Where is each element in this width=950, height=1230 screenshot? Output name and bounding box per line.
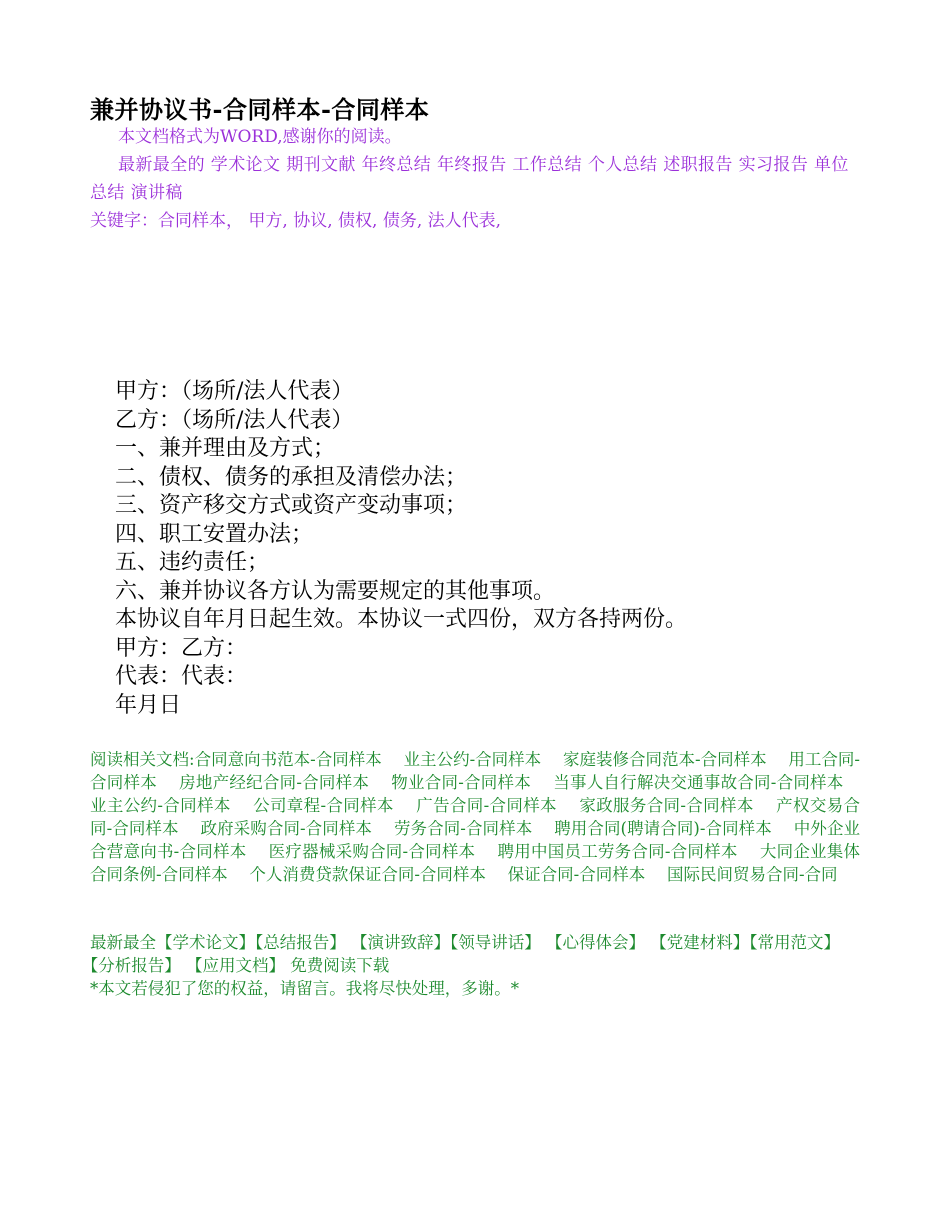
category-link[interactable]: 【演讲致辞】 xyxy=(351,933,450,952)
category-link[interactable]: 【应用文档】 xyxy=(186,956,285,975)
related-doc-link[interactable]: 劳务合同-合同样本 xyxy=(393,819,533,838)
category-link[interactable]: 【常用范文】 xyxy=(749,933,840,952)
related-doc-link[interactable]: 物业合同-合同样本 xyxy=(391,773,531,792)
body-line: 甲方：乙方： xyxy=(115,635,248,661)
related-doc-link[interactable]: 用工合同-合同样本 xyxy=(90,750,861,792)
intro-latest-note: 最新最全的 学术论文 期刊文献 年终总结 年终报告 工作总结 个人总结 述职报告 实习报告 单位总结 演讲稿 xyxy=(90,155,849,203)
related-doc-link[interactable]: 产权交易合同-合同样本 xyxy=(90,796,860,838)
related-doc-link[interactable]: 个人消费贷款保证合同-合同样本 xyxy=(249,865,486,884)
body-line: 本协议自年月日起生效。本协议一式四份，双方各持两份。 xyxy=(115,607,688,632)
related-doc-link[interactable]: 政府采购合同-合同样本 xyxy=(200,819,373,838)
body-line: 一、兼并理由及方式； xyxy=(115,436,336,461)
related-doc-link[interactable]: 医疗器械采购合同-合同样本 xyxy=(268,842,476,861)
body-line: 代表：代表： xyxy=(115,664,248,689)
body-line: 三、资产移交方式或资产变动事项； xyxy=(115,493,468,518)
body-line: 甲方：（场所/法人代表） xyxy=(115,379,354,404)
related-doc-link[interactable]: 保证合同-合同样本 xyxy=(507,865,646,884)
category-links xyxy=(90,931,860,977)
body-line: 乙方：（场所/法人代表） xyxy=(115,407,354,433)
body-line: 年月日 xyxy=(115,692,182,718)
related-doc-link[interactable]: 聘用合同(聘请合同)-合同样本 xyxy=(554,819,772,838)
related-doc-link[interactable]: 当事人自行解决交通事故合同-合同样本 xyxy=(553,773,844,792)
related-doc-link[interactable]: 聘用中国员工劳务合同-合同样本 xyxy=(497,842,738,861)
intro-format-note: 本文档格式为WORD,感谢你的阅读。 xyxy=(118,127,402,147)
category-link[interactable]: 【领导讲话】 xyxy=(450,933,541,952)
category-link[interactable]: 【学术论文】 xyxy=(156,933,255,952)
category-link[interactable]: 【总结报告】 xyxy=(255,933,346,952)
related-doc-link[interactable]: 大同企业集体合同条例-合同样本 xyxy=(90,842,861,884)
related-doc-link[interactable]: 合同意向书范本-合同样本 xyxy=(194,750,382,769)
category-link[interactable]: 【心得体会】 xyxy=(546,933,645,952)
body-line: 四、职工安置办法； xyxy=(115,521,314,547)
related-doc-link[interactable]: 房地产经纪合同-合同样本 xyxy=(179,773,370,792)
related-doc-link[interactable]: 中外企业合营意向书-合同样本 xyxy=(90,819,861,861)
body-line: 五、违约责任； xyxy=(115,550,270,575)
categories-prefix: 最新最全 xyxy=(90,933,156,952)
agreement-body xyxy=(115,378,687,720)
related-doc-link[interactable]: 国际民间贸易合同-合同 xyxy=(666,865,838,884)
download-link[interactable]: 免费阅读下载 xyxy=(290,956,390,975)
category-link[interactable]: 【分析报告】 xyxy=(90,956,181,975)
body-line: 六、兼并协议各方认为需要规定的其他事项。 xyxy=(115,578,556,604)
related-doc-link[interactable]: 家政服务合同-合同样本 xyxy=(579,796,754,815)
category-link[interactable]: 【党建材料】 xyxy=(650,933,750,952)
related-doc-link[interactable]: 广告合同-合同样本 xyxy=(416,796,557,815)
copyright-notice: *本文若侵犯了您的权益，请留言。我将尽快处理，多谢。* xyxy=(90,979,519,998)
related-label: 阅读相关文档: xyxy=(90,750,195,769)
related-documents xyxy=(90,748,860,886)
related-doc-link[interactable]: 业主公约-合同样本 xyxy=(403,750,542,769)
related-doc-link[interactable]: 公司章程-合同样本 xyxy=(253,796,394,815)
document-title: 兼并协议书-合同样本-合同样本 xyxy=(90,95,430,124)
related-doc-link[interactable]: 家庭装修合同范本-合同样本 xyxy=(562,750,767,769)
keywords-line: 关键字：合同样本， 甲方, 协议, 债权, 债务, 法人代表, xyxy=(90,211,502,231)
related-doc-link[interactable]: 业主公约-合同样本 xyxy=(90,796,231,815)
body-line: 二、债权、债务的承担及清偿办法； xyxy=(115,464,468,490)
